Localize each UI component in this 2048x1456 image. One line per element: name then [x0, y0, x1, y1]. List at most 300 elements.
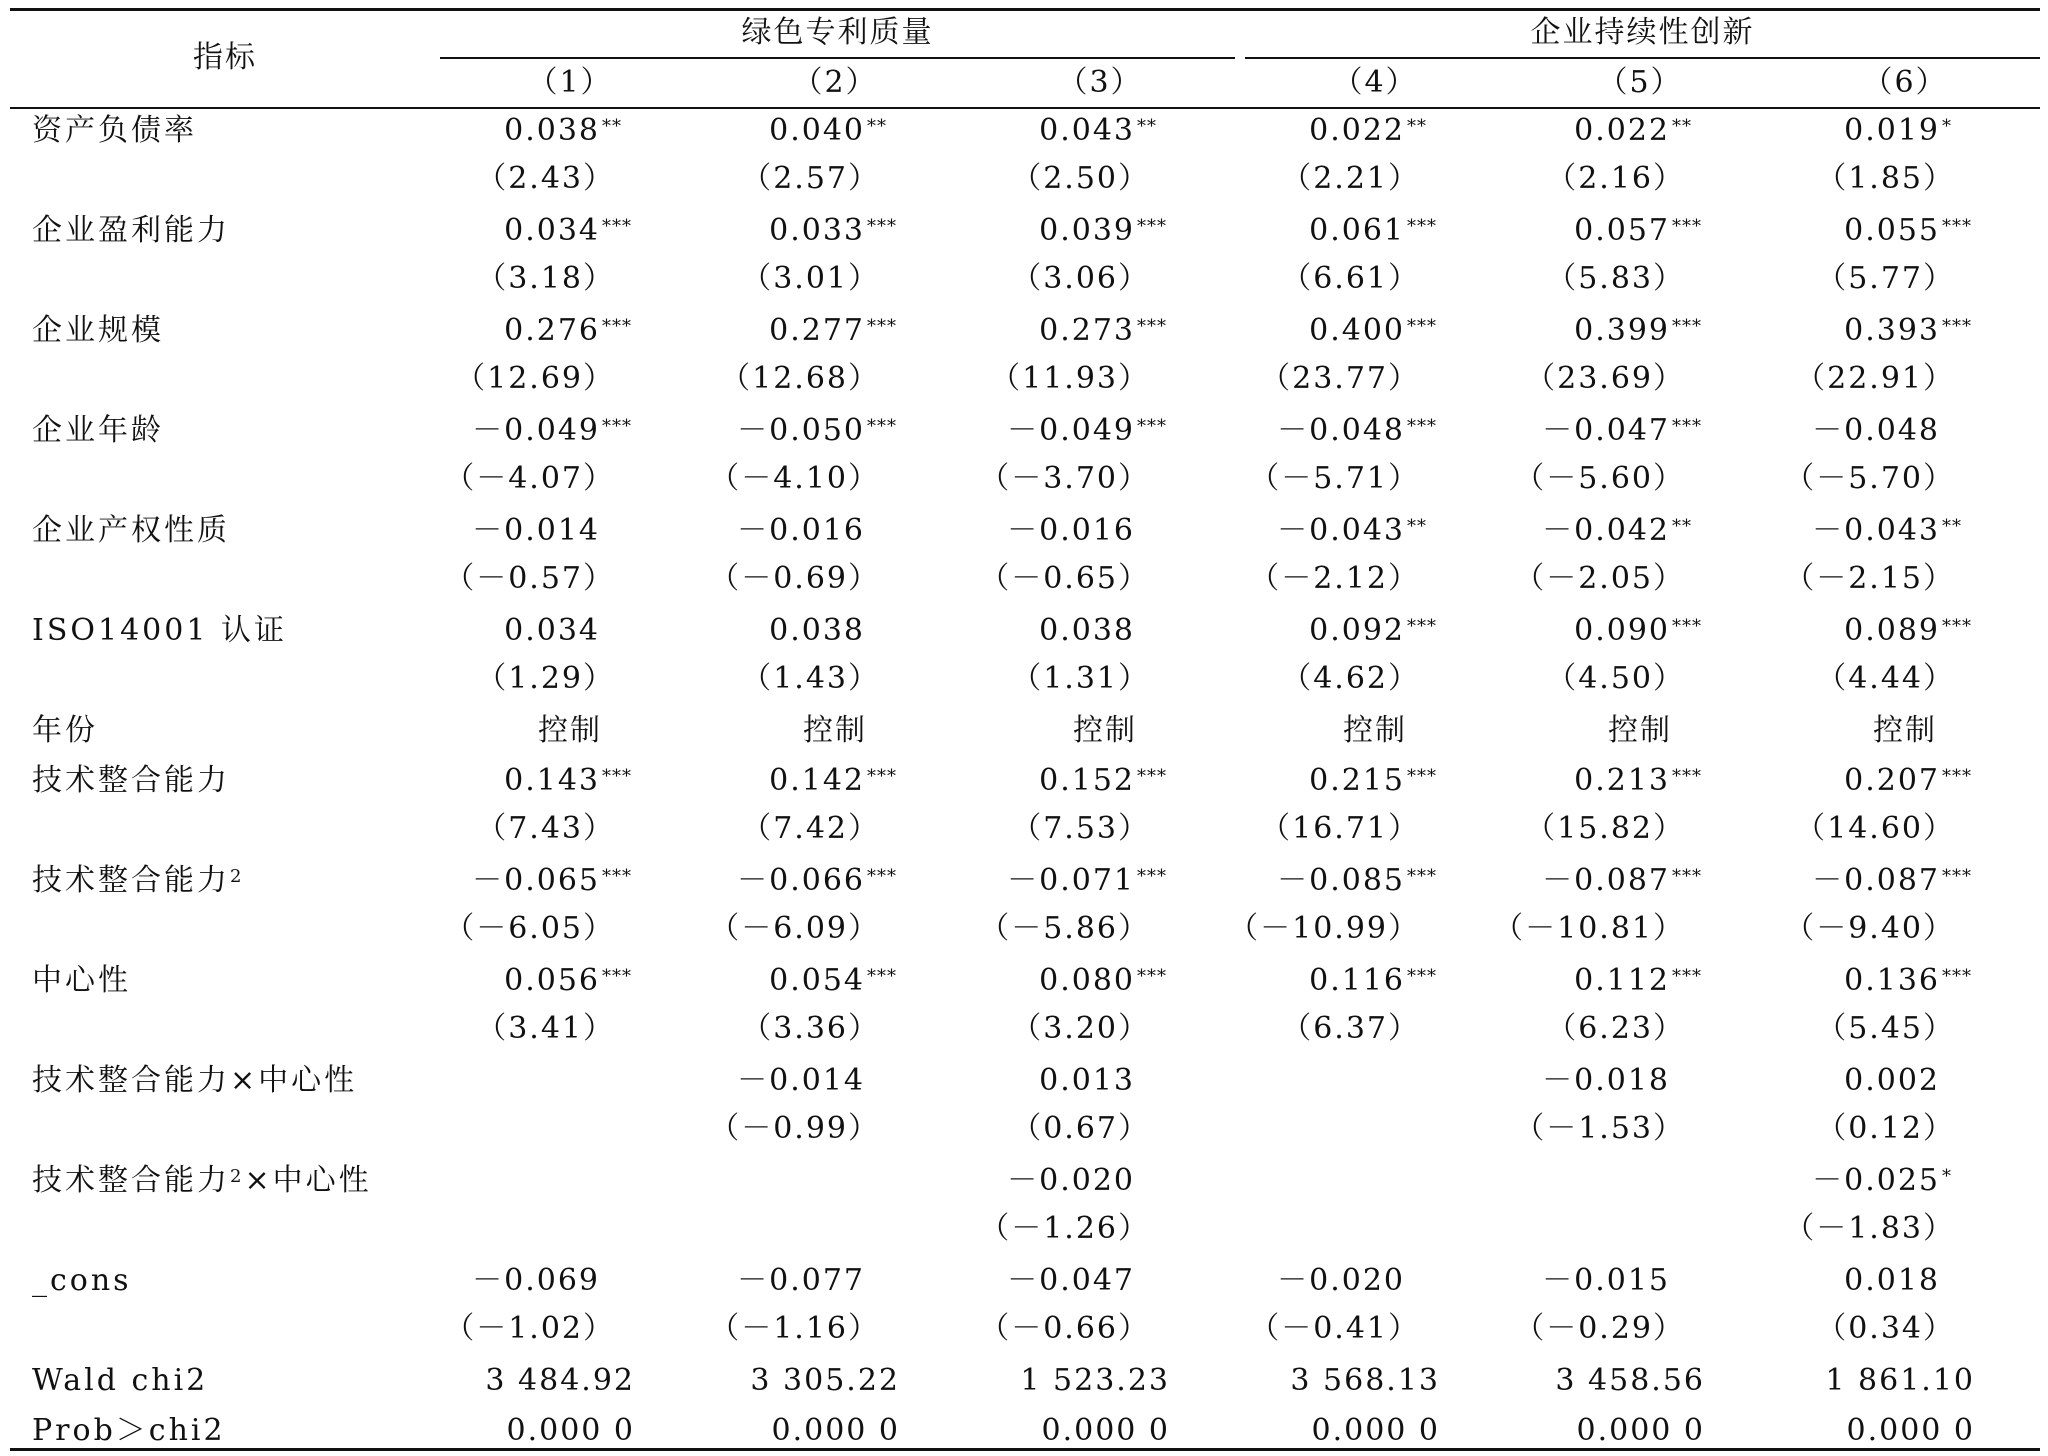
- t-stat-cell: （－0.69）: [709, 561, 880, 596]
- coef-value: 0.033: [769, 213, 865, 248]
- coef-cell: [875, 1163, 1175, 1199]
- row-label-text: _cons: [32, 1263, 132, 1298]
- coef-value: 0.207: [1844, 763, 1940, 798]
- t-stat-cell: （2.50）: [1011, 161, 1150, 196]
- significance-stars: ***: [1672, 866, 1702, 887]
- coef-value: 0.090: [1574, 613, 1670, 648]
- coef-value: －0.020: [1007, 1163, 1135, 1198]
- t-stat-cell: （6.37）: [1281, 1011, 1420, 1046]
- coef-cell: [1410, 1063, 1710, 1099]
- coef-value: 0.142: [769, 763, 865, 798]
- significance-stars: ***: [1407, 766, 1437, 787]
- t-stat-cell: （－2.05）: [1514, 561, 1685, 596]
- row-label: [32, 1163, 372, 1199]
- coef-cell: [605, 1063, 905, 1099]
- coef-value: 0.143: [504, 763, 600, 798]
- significance-stars: ***: [867, 766, 897, 787]
- significance-stars: ***: [1942, 216, 1972, 237]
- t-stat-cell: （－0.66）: [979, 1311, 1150, 1346]
- coef-cell: [875, 513, 1175, 549]
- header-column-2: （2）: [792, 65, 878, 100]
- coef-value: －0.087: [1542, 863, 1670, 898]
- coef-value: 0.022: [1574, 113, 1670, 148]
- significance-stars: **: [1942, 516, 1962, 537]
- coef-value: 0.057: [1574, 213, 1670, 248]
- coef-cell: [1680, 763, 1980, 799]
- significance-stars: **: [1407, 116, 1427, 137]
- coef-value: －0.047: [1007, 1263, 1135, 1298]
- coef-value: 0.054: [769, 963, 865, 998]
- coef-cell: [605, 1263, 905, 1299]
- coef-cell: [340, 413, 640, 449]
- coef-cell: [1680, 1063, 1980, 1099]
- t-stat-cell: （－0.41）: [1249, 1311, 1420, 1346]
- significance-stars: **: [1672, 516, 1692, 537]
- coef-value: －0.015: [1542, 1263, 1670, 1298]
- coef-cell: [605, 413, 905, 449]
- significance-stars: **: [867, 116, 887, 137]
- coef-cell: [1680, 1263, 1980, 1299]
- row-label-text: 企业年龄: [32, 413, 164, 448]
- significance-stars: ***: [1407, 616, 1437, 637]
- group-rule-sustained-innovation: [1245, 57, 2040, 59]
- significance-stars: ***: [1407, 966, 1437, 987]
- coef-cell: [1410, 863, 1710, 899]
- t-stat-cell: （12.68）: [720, 361, 880, 396]
- significance-stars: ***: [867, 416, 897, 437]
- t-stat-cell: （－1.53）: [1514, 1111, 1685, 1146]
- t-stat-cell: （23.69）: [1525, 361, 1685, 396]
- t-stat-cell: （22.91）: [1795, 361, 1955, 396]
- significance-stars: **: [602, 116, 622, 137]
- coef-cell: [1680, 863, 1980, 899]
- coef-value: 0.393: [1844, 313, 1940, 348]
- significance-stars: ***: [1407, 216, 1437, 237]
- significance-stars: **: [1407, 516, 1427, 537]
- t-stat-cell: （－5.71）: [1249, 461, 1420, 496]
- coef-cell: [1145, 1263, 1445, 1299]
- coef-value: －0.048: [1812, 413, 1940, 448]
- significance-stars: ***: [1672, 616, 1702, 637]
- coef-value: －0.016: [737, 513, 865, 548]
- coef-cell: [605, 963, 905, 999]
- coef-value: －0.087: [1812, 863, 1940, 898]
- coef-value: －0.016: [1007, 513, 1135, 548]
- coef-cell: [875, 963, 1175, 999]
- coef-value: 0.276: [504, 313, 600, 348]
- t-stat-cell: （－1.16）: [709, 1311, 880, 1346]
- row-label: [32, 413, 164, 449]
- t-stat-cell: （－5.70）: [1784, 461, 1955, 496]
- t-stat-cell: （－10.99）: [1228, 911, 1420, 946]
- stat-cell: 0.000 0: [1311, 1413, 1440, 1448]
- coef-cell: [1680, 963, 1980, 999]
- coef-value: －0.042: [1542, 513, 1670, 548]
- coef-value: 0.018: [1844, 1263, 1940, 1298]
- coef-value: －0.050: [737, 413, 865, 448]
- row-label: [32, 213, 230, 249]
- t-stat-cell: （3.20）: [1011, 1011, 1150, 1046]
- control-cell: 控制: [1873, 713, 1937, 748]
- coef-cell: [340, 113, 640, 149]
- coef-cell: [605, 113, 905, 149]
- t-stat-cell: （1.43）: [741, 661, 880, 696]
- t-stat-cell: （1.85）: [1816, 161, 1955, 196]
- header-indicator: 指标: [193, 40, 257, 75]
- coef-cell: [1145, 613, 1445, 649]
- t-stat-cell: （7.43）: [476, 811, 615, 846]
- coef-cell: [875, 1263, 1175, 1299]
- coef-value: －0.043: [1812, 513, 1940, 548]
- significance-stars: ***: [867, 216, 897, 237]
- coef-value: －0.014: [737, 1063, 865, 1098]
- t-stat-cell: （－2.15）: [1784, 561, 1955, 596]
- row-label: [32, 1063, 357, 1099]
- t-stat-cell: （－0.29）: [1514, 1311, 1685, 1346]
- row-label-superscript: 2: [230, 866, 245, 887]
- header-column-1: （1）: [527, 65, 613, 100]
- significance-stars: ***: [602, 316, 632, 337]
- t-stat-cell: （3.01）: [741, 261, 880, 296]
- significance-stars: ***: [1137, 416, 1167, 437]
- coef-value: －0.069: [472, 1263, 600, 1298]
- coef-cell: [1145, 413, 1445, 449]
- significance-stars: ***: [1137, 766, 1167, 787]
- coef-value: 0.056: [504, 963, 600, 998]
- coef-value: 0.022: [1309, 113, 1405, 148]
- coef-cell: [1145, 113, 1445, 149]
- coef-value: 0.213: [1574, 763, 1670, 798]
- t-stat-cell: （0.12）: [1816, 1111, 1955, 1146]
- coef-value: 0.038: [504, 113, 600, 148]
- row-label: [32, 1363, 208, 1399]
- significance-stars: ***: [1672, 316, 1702, 337]
- t-stat-cell: （1.31）: [1011, 661, 1150, 696]
- stat-cell: 3 458.56: [1555, 1363, 1705, 1398]
- coef-value: －0.066: [737, 863, 865, 898]
- coef-cell: [1145, 213, 1445, 249]
- row-label: [32, 1263, 132, 1299]
- control-cell: 控制: [1073, 713, 1137, 748]
- coef-cell: [340, 1263, 640, 1299]
- coef-cell: [1410, 413, 1710, 449]
- significance-stars: ***: [602, 766, 632, 787]
- coef-value: 0.092: [1309, 613, 1405, 648]
- coef-cell: [1145, 763, 1445, 799]
- significance-stars: ***: [1137, 316, 1167, 337]
- t-stat-cell: （0.34）: [1816, 1311, 1955, 1346]
- coef-value: 0.116: [1309, 963, 1405, 998]
- coef-value: 0.039: [1039, 213, 1135, 248]
- significance-stars: ***: [867, 316, 897, 337]
- t-stat-cell: （－5.86）: [979, 911, 1150, 946]
- t-stat-cell: （3.18）: [476, 261, 615, 296]
- t-stat-cell: （－2.12）: [1249, 561, 1420, 596]
- t-stat-cell: （－4.10）: [709, 461, 880, 496]
- significance-stars: ***: [1672, 766, 1702, 787]
- stat-cell: 3 484.92: [485, 1363, 635, 1398]
- significance-stars: *: [1942, 1166, 1952, 1187]
- coef-cell: [875, 1063, 1175, 1099]
- coef-cell: [875, 213, 1175, 249]
- coef-cell: [340, 513, 640, 549]
- coef-cell: [1145, 863, 1445, 899]
- coef-cell: [605, 863, 905, 899]
- coef-cell: [1410, 513, 1710, 549]
- row-label: [32, 713, 98, 749]
- row-label-text: 资产负债率: [32, 113, 197, 148]
- stat-cell: 0.000 0: [1576, 1413, 1705, 1448]
- stat-cell: 3 305.22: [750, 1363, 900, 1398]
- coef-value: 0.019: [1844, 113, 1940, 148]
- coef-value: －0.071: [1007, 863, 1135, 898]
- coef-cell: [340, 863, 640, 899]
- t-stat-cell: （4.62）: [1281, 661, 1420, 696]
- coef-value: －0.018: [1542, 1063, 1670, 1098]
- significance-stars: ***: [1942, 966, 1972, 987]
- significance-stars: ***: [1407, 416, 1437, 437]
- coef-cell: [605, 213, 905, 249]
- coef-value: 0.152: [1039, 763, 1135, 798]
- t-stat-cell: （7.53）: [1011, 811, 1150, 846]
- coef-value: 0.038: [1039, 613, 1135, 648]
- significance-stars: ***: [602, 866, 632, 887]
- t-stat-cell: （－9.40）: [1784, 911, 1955, 946]
- significance-stars: ***: [1672, 966, 1702, 987]
- control-cell: 控制: [538, 713, 602, 748]
- coef-cell: [1680, 1163, 1980, 1199]
- stat-cell: 0.000 0: [771, 1413, 900, 1448]
- t-stat-cell: （5.77）: [1816, 261, 1955, 296]
- coef-cell: [875, 113, 1175, 149]
- significance-stars: ***: [1942, 866, 1972, 887]
- significance-stars: ***: [1137, 966, 1167, 987]
- coef-value: 0.399: [1574, 313, 1670, 348]
- control-cell: 控制: [1608, 713, 1672, 748]
- t-stat-cell: （－0.99）: [709, 1111, 880, 1146]
- coef-value: 0.277: [769, 313, 865, 348]
- coef-cell: [1680, 113, 1980, 149]
- t-stat-cell: （－5.60）: [1514, 461, 1685, 496]
- significance-stars: ***: [1407, 316, 1437, 337]
- group-rule-green-patent: [440, 57, 1235, 59]
- row-label-text: 企业盈利能力: [32, 213, 230, 248]
- coef-cell: [1145, 513, 1445, 549]
- coef-value: －0.020: [1277, 1263, 1405, 1298]
- coef-cell: [875, 863, 1175, 899]
- t-stat-cell: （4.50）: [1546, 661, 1685, 696]
- t-stat-cell: （5.45）: [1816, 1011, 1955, 1046]
- t-stat-cell: （－0.65）: [979, 561, 1150, 596]
- significance-stars: ***: [1942, 766, 1972, 787]
- coef-cell: [1410, 313, 1710, 349]
- t-stat-cell: （16.71）: [1260, 811, 1420, 846]
- coef-cell: [1410, 763, 1710, 799]
- row-label-text: Prob＞chi2: [32, 1413, 226, 1448]
- significance-stars: ***: [1137, 216, 1167, 237]
- t-stat-cell: （12.69）: [455, 361, 615, 396]
- t-stat-cell: （－1.02）: [444, 1311, 615, 1346]
- coef-cell: [1410, 213, 1710, 249]
- coef-cell: [875, 763, 1175, 799]
- coef-cell: [1145, 963, 1445, 999]
- row-label: [32, 313, 164, 349]
- t-stat-cell: （0.67）: [1011, 1111, 1150, 1146]
- coef-cell: [875, 613, 1175, 649]
- control-cell: 控制: [1343, 713, 1407, 748]
- t-stat-cell: （－6.09）: [709, 911, 880, 946]
- coef-value: －0.085: [1277, 863, 1405, 898]
- row-label-text: ISO14001 认证: [32, 613, 287, 648]
- t-stat-cell: （7.42）: [741, 811, 880, 846]
- header-column-6: （6）: [1862, 65, 1948, 100]
- coef-value: －0.065: [472, 863, 600, 898]
- significance-stars: ***: [1137, 866, 1167, 887]
- stat-cell: 1 523.23: [1020, 1363, 1170, 1398]
- significance-stars: ***: [1942, 616, 1972, 637]
- coef-value: －0.043: [1277, 513, 1405, 548]
- coef-cell: [1680, 613, 1980, 649]
- significance-stars: ***: [1407, 866, 1437, 887]
- header-group-green-patent: 绿色专利质量: [741, 15, 934, 50]
- row-label-text: 技术整合能力×中心性: [32, 1063, 358, 1098]
- coef-cell: [1680, 413, 1980, 449]
- coef-value: 0.215: [1309, 763, 1405, 798]
- significance-stars: **: [1672, 116, 1692, 137]
- coef-cell: [1410, 113, 1710, 149]
- coef-value: 0.061: [1309, 213, 1405, 248]
- row-label: [32, 863, 244, 899]
- coef-cell: [340, 963, 640, 999]
- coef-value: 0.055: [1844, 213, 1940, 248]
- significance-stars: *: [1942, 116, 1952, 137]
- t-stat-cell: （－1.83）: [1784, 1211, 1955, 1246]
- coef-value: －0.014: [472, 513, 600, 548]
- header-column-4: （4）: [1332, 65, 1418, 100]
- row-label-text: 技术整合能力: [32, 763, 230, 798]
- row-label-text: Wald chi2: [32, 1363, 209, 1398]
- coef-value: 0.038: [769, 613, 865, 648]
- t-stat-cell: （3.06）: [1011, 261, 1150, 296]
- coef-cell: [1680, 313, 1980, 349]
- t-stat-cell: （3.41）: [476, 1011, 615, 1046]
- coef-value: －0.077: [737, 1263, 865, 1298]
- coef-cell: [1680, 513, 1980, 549]
- header-bottom-rule: [10, 107, 2040, 109]
- coef-cell: [1410, 613, 1710, 649]
- t-stat-cell: （1.29）: [476, 661, 615, 696]
- coef-cell: [1680, 213, 1980, 249]
- t-stat-cell: （－10.81）: [1493, 911, 1685, 946]
- t-stat-cell: （－3.70）: [979, 461, 1150, 496]
- coef-cell: [1410, 1263, 1710, 1299]
- coef-value: 0.089: [1844, 613, 1940, 648]
- t-stat-cell: （6.23）: [1546, 1011, 1685, 1046]
- t-stat-cell: （4.44）: [1816, 661, 1955, 696]
- coef-cell: [1410, 963, 1710, 999]
- stat-cell: 1 861.10: [1825, 1363, 1975, 1398]
- row-label-text: 企业规模: [32, 313, 164, 348]
- row-label: [32, 763, 230, 799]
- t-stat-cell: （6.61）: [1281, 261, 1420, 296]
- significance-stars: **: [1137, 116, 1157, 137]
- row-label-text: 企业产权性质: [32, 513, 230, 548]
- coef-value: 0.112: [1574, 963, 1670, 998]
- row-label: [32, 113, 197, 149]
- coef-value: －0.047: [1542, 413, 1670, 448]
- row-label-text: 技术整合能力: [32, 1163, 230, 1198]
- row-label: [32, 963, 131, 999]
- t-stat-cell: （－0.57）: [444, 561, 615, 596]
- t-stat-cell: （5.83）: [1546, 261, 1685, 296]
- t-stat-cell: （2.57）: [741, 161, 880, 196]
- header-group-sustained-innovation: 企业持续性创新: [1530, 15, 1755, 50]
- significance-stars: ***: [1672, 416, 1702, 437]
- t-stat-cell: （－6.05）: [444, 911, 615, 946]
- coef-value: 0.013: [1039, 1063, 1135, 1098]
- t-stat-cell: （2.43）: [476, 161, 615, 196]
- significance-stars: ***: [602, 966, 632, 987]
- coef-value: 0.080: [1039, 963, 1135, 998]
- coef-value: －0.025: [1812, 1163, 1940, 1198]
- t-stat-cell: （23.77）: [1260, 361, 1420, 396]
- coef-cell: [605, 613, 905, 649]
- coef-value: 0.034: [504, 213, 600, 248]
- coef-value: 0.136: [1844, 963, 1940, 998]
- significance-stars: ***: [867, 866, 897, 887]
- significance-stars: ***: [867, 966, 897, 987]
- coef-value: 0.034: [504, 613, 600, 648]
- t-stat-cell: （3.36）: [741, 1011, 880, 1046]
- t-stat-cell: （－1.26）: [979, 1211, 1150, 1246]
- coef-value: 0.040: [769, 113, 865, 148]
- row-label-text: 中心性: [32, 963, 131, 998]
- coef-cell: [340, 313, 640, 349]
- row-label: [32, 1413, 226, 1449]
- row-label: [32, 613, 287, 649]
- coef-value: 0.400: [1309, 313, 1405, 348]
- row-label-superscript: 2: [230, 1166, 245, 1187]
- coef-value: －0.049: [1007, 413, 1135, 448]
- significance-stars: ***: [1942, 316, 1972, 337]
- coef-cell: [340, 213, 640, 249]
- coef-cell: [875, 413, 1175, 449]
- t-stat-cell: （15.82）: [1525, 811, 1685, 846]
- row-label-suffix: ×中心性: [244, 1163, 372, 1198]
- coef-cell: [605, 513, 905, 549]
- t-stat-cell: （2.21）: [1281, 161, 1420, 196]
- significance-stars: ***: [1672, 216, 1702, 237]
- coef-cell: [605, 313, 905, 349]
- row-label-text: 年份: [32, 713, 98, 748]
- t-stat-cell: （11.93）: [990, 361, 1150, 396]
- coef-value: －0.049: [472, 413, 600, 448]
- row-label: [32, 513, 230, 549]
- coef-cell: [875, 313, 1175, 349]
- control-cell: 控制: [803, 713, 867, 748]
- significance-stars: ***: [602, 216, 632, 237]
- significance-stars: ***: [602, 416, 632, 437]
- coef-cell: [1145, 313, 1445, 349]
- t-stat-cell: （2.16）: [1546, 161, 1685, 196]
- coef-value: 0.043: [1039, 113, 1135, 148]
- bottom-rule: [10, 1448, 2040, 1451]
- header-column-3: （3）: [1057, 65, 1143, 100]
- coef-cell: [605, 763, 905, 799]
- stat-cell: 0.000 0: [1041, 1413, 1170, 1448]
- header-column-5: （5）: [1597, 65, 1683, 100]
- top-rule: [10, 8, 2040, 11]
